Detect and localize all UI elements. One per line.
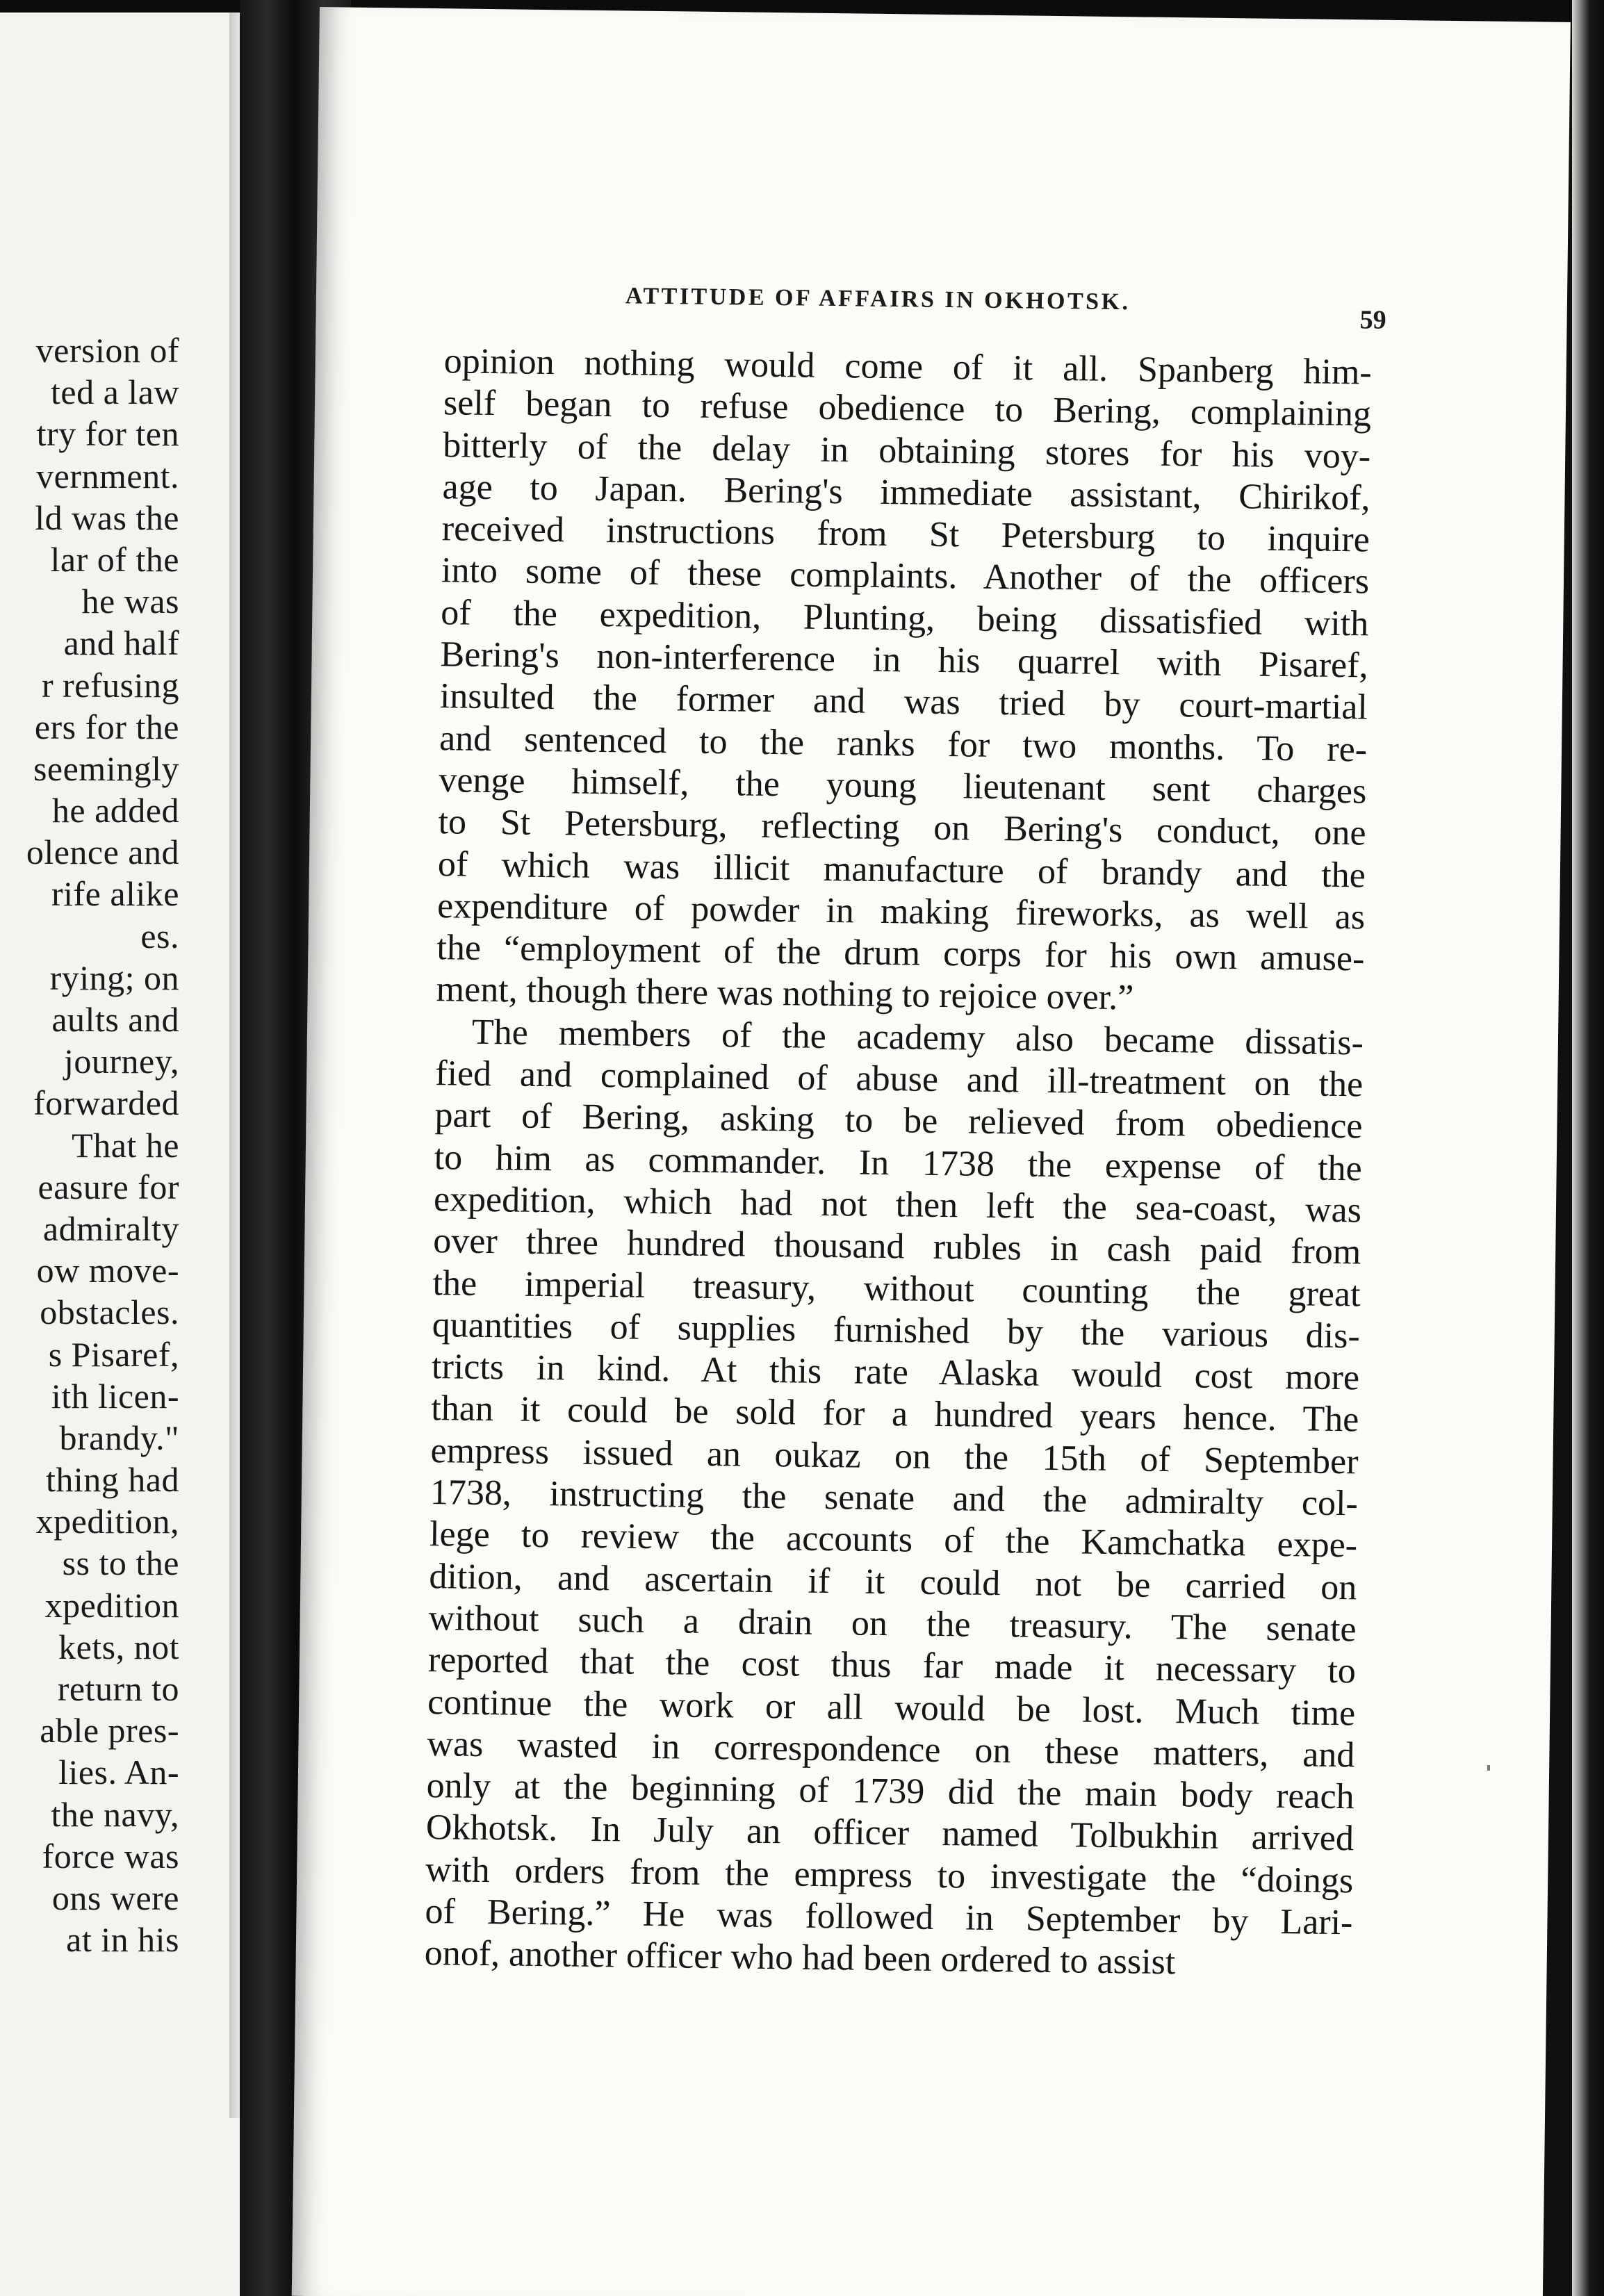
body-line: insulted the former and was tried by court-martial: [439, 676, 1368, 728]
body-line: of Bering.” He was followed in September by Lari-: [425, 1892, 1353, 1943]
left-page-line: lies. An-: [58, 1753, 179, 1792]
left-page-line: ted a law: [51, 372, 179, 412]
left-page-line: s Pisaref,: [48, 1334, 179, 1374]
body-line: Okhotsk. In July an officer named Tolbukhin arrived: [425, 1807, 1355, 1859]
left-page-line: That he: [72, 1125, 179, 1165]
body-line: lege to review the accounts of the Kamchatka expe-: [429, 1514, 1358, 1566]
left-page-line: r refusing: [42, 665, 179, 705]
page-number: 59: [1359, 305, 1386, 335]
left-page-text: [26, 329, 179, 1960]
body-line: expedition, which had not then left the sea-coast, was: [433, 1179, 1362, 1231]
body-line: the “employment of the drum corps for his own amuse-: [436, 928, 1365, 979]
left-page-line: admiralty: [42, 1208, 179, 1248]
left-page-line: journey,: [64, 1042, 179, 1081]
left-page-line: ons were: [51, 1878, 179, 1917]
left-page-line: ith licen-: [51, 1376, 179, 1416]
scan-speck: [1487, 1765, 1490, 1771]
left-page-line: xpedition: [44, 1585, 179, 1625]
left-page-line: kets, not: [58, 1627, 179, 1666]
left-page-line: force was: [42, 1836, 179, 1876]
body-line: to St Petersburg, reflecting on Bering's conduct, one: [438, 802, 1366, 853]
left-page-line: ss to the: [62, 1543, 179, 1583]
body-line: Bering's non-interference in his quarrel with Pisaref,: [440, 634, 1368, 686]
body-line: venge himself, the young lieutenant sent charges: [439, 760, 1367, 812]
body-line: dition, and ascertain if it could not be carried on: [429, 1556, 1357, 1608]
body-line: quantities of supplies furnished by the various dis-: [432, 1304, 1361, 1356]
left-page-line: xpedition,: [35, 1502, 179, 1541]
running-head: ATTITUDE OF AFFAIRS IN OKHOTSK.: [625, 283, 1131, 315]
left-page-line: obstacles.: [40, 1293, 179, 1332]
left-page-line: ld was the: [35, 498, 179, 537]
body-line: with orders from the empress to investigate the “doings: [425, 1849, 1354, 1901]
left-page-line: ow move-: [36, 1251, 179, 1290]
left-page-line: and half: [63, 623, 179, 663]
left-page-line: vernment.: [36, 456, 179, 495]
left-page-line: es.: [140, 916, 179, 956]
body-line: and sentenced to the ranks for two months. To re-: [439, 718, 1368, 770]
body-line: into some of these complaints. Another of the officers: [441, 550, 1370, 602]
left-page-line: thing had: [46, 1460, 179, 1500]
left-page-line: he added: [51, 791, 179, 830]
right-page: [292, 7, 1571, 2296]
body-line: the imperial treasury, without counting the great: [432, 1263, 1361, 1314]
body-text: [424, 341, 1372, 1986]
left-page-line: he was: [81, 582, 179, 621]
body-line: part of Bering, asking to be relieved from obedience: [434, 1095, 1363, 1147]
left-page-line: ers for the: [34, 707, 179, 746]
body-line: fied and complained of abuse and ill-treatment on the: [434, 1053, 1364, 1105]
body-line: only at the beginning of 1739 did the main body reach: [426, 1766, 1355, 1817]
left-page-line: at in his: [66, 1920, 179, 1960]
left-page-line: the navy,: [51, 1794, 179, 1834]
body-line: of which was illicit manufacture of brandy and the: [437, 844, 1366, 896]
left-page-line: seemingly: [33, 748, 179, 788]
left-page-line: aults and: [51, 1000, 179, 1039]
body-line: tricts in kind. At this rate Alaska would cost more: [431, 1347, 1360, 1398]
left-page-line: try for ten: [36, 414, 179, 454]
body-line: empress issued an oukaz on the 15th of September: [430, 1430, 1359, 1482]
left-page-line: rying; on: [49, 958, 179, 997]
body-line: 1738, instructing the senate and the admiralty col-: [429, 1473, 1359, 1524]
left-page-line: brandy.": [59, 1418, 179, 1457]
left-page-line: easure for: [38, 1167, 179, 1206]
body-line: than it could be sold for a hundred years hence. The: [431, 1388, 1359, 1440]
body-line: The members of the academy also became dissatis-: [471, 1012, 1364, 1063]
left-page-line: able pres-: [40, 1711, 179, 1750]
right-page-edge: [1572, 0, 1604, 2296]
left-page-line: return to: [57, 1669, 179, 1708]
body-line: continue the work or all would be lost. Much time: [427, 1682, 1356, 1733]
left-page-line: forwarded: [33, 1083, 179, 1123]
left-page-line: rife alike: [51, 874, 179, 914]
body-line: reported that the cost thus far made it necessary to: [427, 1640, 1357, 1691]
body-line: expenditure of powder in making fireworks, as well as: [436, 886, 1366, 937]
body-line: ment, though there was nothing to rejoice over.”: [436, 969, 1134, 1018]
body-line: was wasted in correspondence on these matters, and: [427, 1723, 1355, 1776]
left-page-line: lar of the: [50, 539, 179, 579]
body-line: over three hundred thousand rubles in cash paid from: [432, 1221, 1361, 1272]
left-page-line: version of: [35, 331, 179, 370]
body-line: received instructions from St Petersburg to inquire: [441, 509, 1370, 560]
body-line: without such a drain on the treasury. The senate: [428, 1598, 1357, 1650]
body-line: self began to refuse obedience to Bering, complaining: [443, 383, 1372, 434]
body-line: opinion nothing would come of it all. Spanberg him-: [443, 341, 1373, 393]
body-line: to him as commander. In 1738 the expense of the: [434, 1137, 1363, 1189]
body-line: bitterly of the delay in obtaining stores for his voy-: [442, 425, 1371, 477]
body-line: onof, another officer who had been ordered to assist: [424, 1933, 1176, 1983]
body-line: age to Japan. Bering's immediate assistant, Chirikof,: [442, 467, 1370, 518]
left-page-line: olence and: [26, 833, 179, 872]
body-line: of the expedition, Plunting, being dissatisfied with: [441, 592, 1369, 644]
